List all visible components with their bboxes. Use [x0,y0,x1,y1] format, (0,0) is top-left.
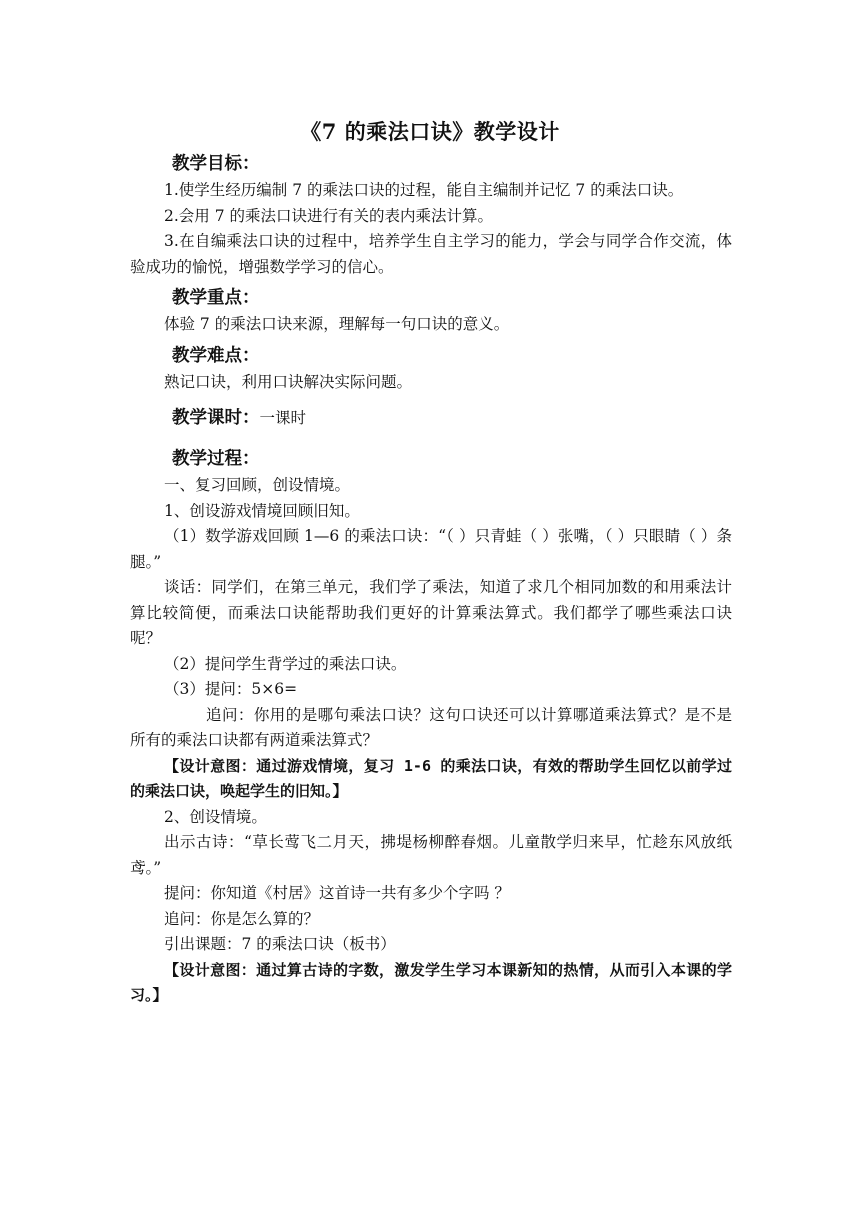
process-paragraph: 谈话：同学们，在第三单元，我们学了乘法，知道了求几个相同加数的和用乘法计算比较简便，而乘法口诀能帮助我们更好的计算乘法算式。我们都学了哪些乘法口诀呢？ [130,578,732,647]
process-paragraph: 一、复习回顾，创设情境。 [164,476,351,494]
process-paragraph: 追问：你是怎么算的？ [164,909,320,928]
process-paragraph: （3）提问：5×6= [164,680,298,698]
goal-item: 3.在自编乘法口诀的过程中，培养学生自主学习的能力，学会与同学合作交流，体验成功的愉悦，增强数学学习的信心。 [130,232,732,276]
process-paragraph: 1、创设游戏情境回顾旧知。 [164,501,360,520]
process-paragraph: 2、创设情境。 [164,807,267,826]
process-paragraph: 追问：你用的是哪句乘法口诀？这句口诀还可以计算哪道乘法算式？是不是所有的乘法口诀都有两道乘法算式？ [130,705,732,749]
difficulty-heading: 教学难点： [172,345,260,366]
goals-heading: 教学目标： [172,154,260,174]
goal-item: 1.使学生经历编制 7 的乘法口诀的过程，能自主编制并记忆 7 的乘法口诀。 [164,181,684,199]
process-heading: 教学过程： [172,449,260,469]
goal-item: 2.会用 7 的乘法口诀进行有关的表内乘法计算。 [164,206,494,225]
document-body [130,150,732,1009]
process-paragraph: 引出课题：7 的乘法口诀（板书） [164,935,396,953]
page-title: 《7 的乘法口诀》教学设计 [300,119,560,144]
hours-heading [130,404,732,432]
hours-label: 教学课时： [172,408,260,428]
design-intent-note: 【设计意图：通过算古诗的字数，激发学生学习本课新知的热情，从而引入本课的学习。】 [130,960,732,1004]
key-text: 体验 7 的乘法口诀来源，理解每一句口诀的意义。 [164,315,510,333]
process-paragraph: 提问：你知道《村居》这首诗一共有多少个字吗 ？ [164,884,510,902]
process-paragraph: （2）提问学生背学过的乘法口诀。 [164,654,407,673]
design-intent-note: 【设计意图：通过游戏情境，复习 1-6 的乘法口诀，有效的帮助学生回忆以前学过的乘法口诀，唤起学生的旧知。】 [130,756,732,800]
process-paragraph: 出示古诗：“草长莺飞二月天，拂堤杨柳醉春烟。儿童散学归来早，忙趁东风放纸鸢。” [130,833,732,877]
key-heading: 教学重点： [172,288,260,308]
hours-value: 一课时 [259,409,307,427]
difficulty-text: 熟记口诀，利用口诀解决实际问题。 [164,372,413,391]
process-paragraph: （1）数学游戏回顾 1—6 的乘法口诀：“（ ）只青蛙（ ）张嘴，（ ）只眼睛（ ）条腿。” [130,527,732,571]
